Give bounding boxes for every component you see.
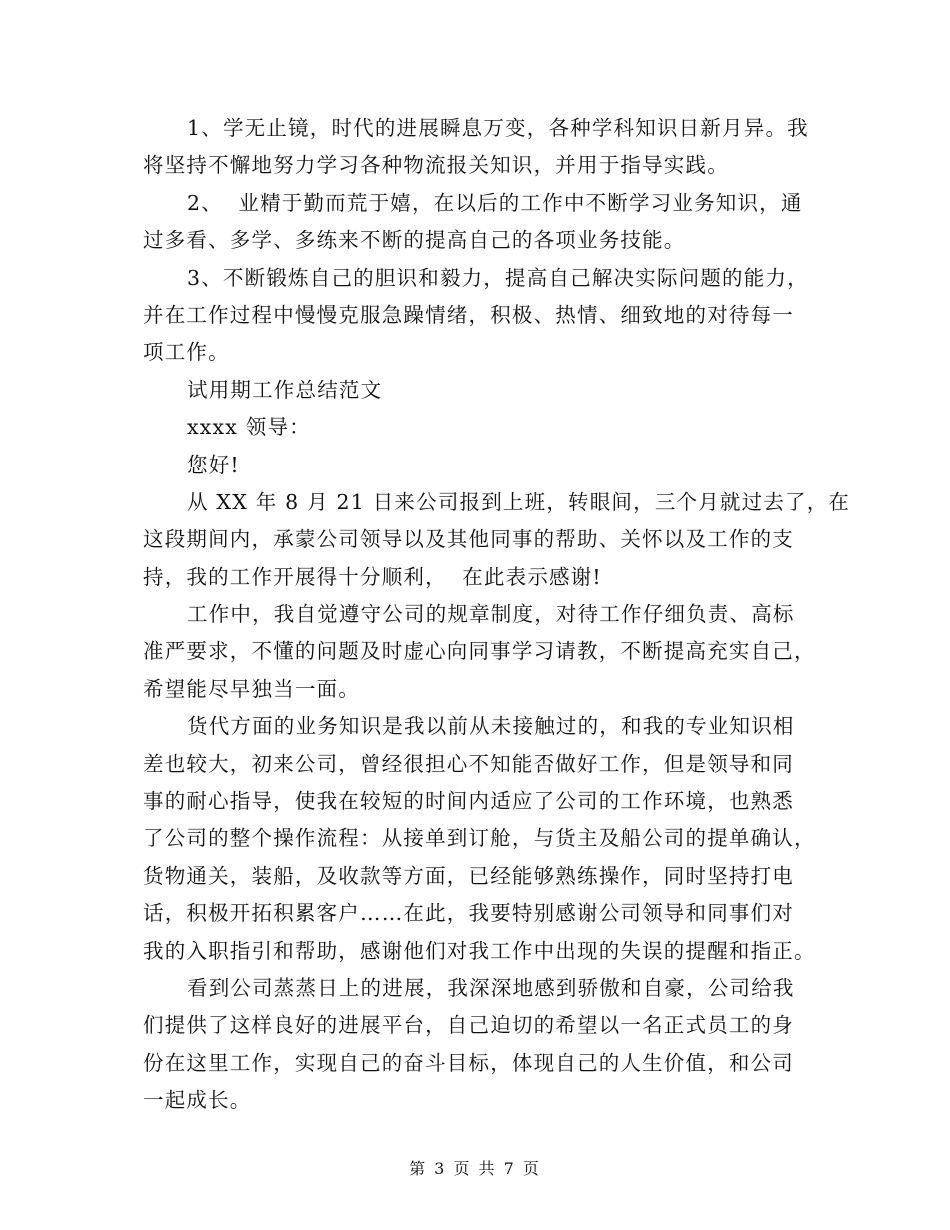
text-line: 差也较大，初来公司，曾经很担心不知能否做好工作，但是领导和同	[143, 751, 794, 776]
text-line: 3、不断锻炼自己的胆识和毅力，提高自己解决实际问题的能力，	[187, 265, 809, 290]
text-line: 我的入职指引和帮助，感谢他们对我工作中出现的失误的提醒和指正。	[143, 938, 816, 963]
text-line: 事的耐心指导，使我在较短的时间内适应了公司的工作环境，也熟悉	[143, 789, 794, 814]
text-line: 了公司的整个操作流程：从接单到订舱，与货主及船公司的提单确认，	[143, 826, 816, 851]
text-line: 话，积极开拓积累客户……在此，我要特别感谢公司领导和同事们对	[143, 901, 794, 926]
text-line: 准严要求，不懂的问题及时虚心向同事学习请教，不断提高充实自己，	[143, 639, 816, 664]
text-line: 看到公司蒸蒸日上的进展，我深深地感到骄傲和自豪，公司给我	[187, 975, 795, 1000]
text-line: 项工作。	[143, 340, 230, 365]
text-line: 1、学无止镜，时代的进展瞬息万变，各种学科知识日新月异。我	[187, 116, 809, 140]
text-line: 将坚持不懈地努力学习各种物流报关知识，并用于指导实践。	[143, 153, 729, 178]
text-line: 货物通关，装船，及收款等方面，已经能够熟练操作，同时坚持打电	[143, 863, 794, 888]
text-line: 希望能尽早独当一面。	[143, 676, 360, 701]
page-number: 第 3 页 共 7 页	[409, 1159, 541, 1178]
document-body	[143, 110, 851, 1120]
text-line: 持，我的工作开展得十分顺利， 在此表示感谢!	[143, 564, 602, 589]
text-line: 们提供了这样良好的进展平台，自己迫切的希望以一名正式员工的身	[143, 1013, 794, 1038]
greeting: 您好!	[187, 452, 240, 477]
salutation: xxxx 领导：	[187, 415, 311, 440]
text-line: 过多看、多学、多练来不断的提高自己的各项业务技能。	[143, 228, 686, 253]
text-line: 2、 业精于勤而荒于嬉，在以后的工作中不断学习业务知识，通	[187, 190, 803, 215]
text-line: 工作中，我自觉遵守公司的规章制度，对待工作仔细负责、高标	[187, 602, 795, 627]
text-line: 一起成长。	[143, 1088, 252, 1113]
text-line: 货代方面的业务知识是我以前从未接触过的，和我的专业知识相	[187, 714, 795, 739]
section-title: 试用期工作总结范文	[187, 377, 383, 402]
text-line: 这段期间内，承蒙公司领导以及其他同事的帮助、关怀以及工作的支	[143, 527, 794, 552]
text-line: 从 XX 年 8 月 21 日来公司报到上班，转眼间，三个月就过去了，在	[187, 489, 851, 514]
text-line: 份在这里工作，实现自己的奋斗目标，体现自己的人生价值，和公司	[143, 1050, 794, 1075]
text-line: 并在工作过程中慢慢克服急躁情绪，积极、热情、细致地的对待每一	[143, 302, 794, 327]
